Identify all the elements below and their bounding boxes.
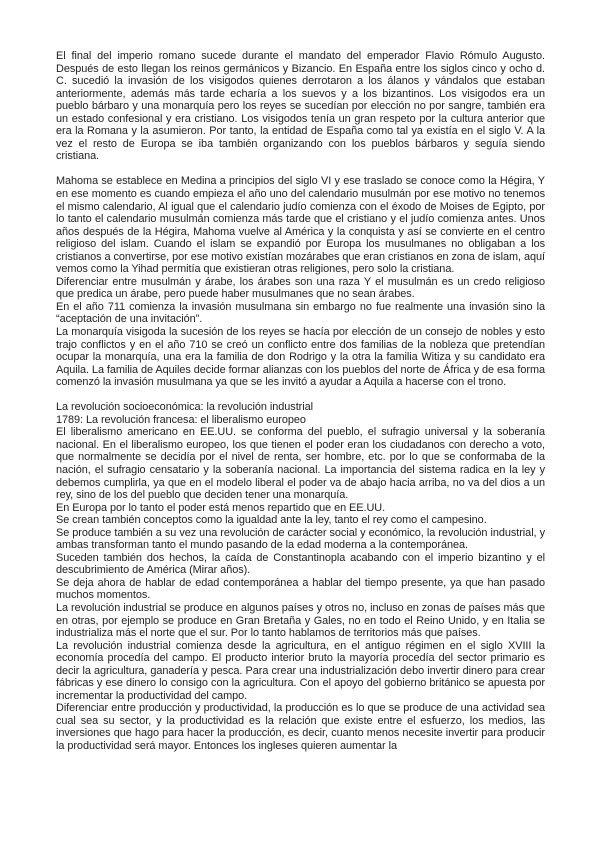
paragraph-spacer [56,389,545,402]
paragraph-spacer [56,163,545,176]
paragraph-tiempo-presente: Se deja ahora de hablar de edad contemporánea a hablar del tiempo presente, ya que han pasado muchos momentos. [56,576,545,602]
paragraph-productividad: Diferenciar entre producción y productividad, la producción es lo que se produce de una actividad sea cual sea su sector, y la productividad es la relación que existe entre el esfuerzo, los medios, las inversiones que hago para hacer la producción, es decir, cuanto menos necesite invertir para producir la productividad será mayor. Entonces los ingleses quieren aumentar la [56,702,545,752]
section-subheading: 1789: La revolución francesa: el liberalismo europeo [56,413,306,426]
paragraph-liberalismo: El liberalismo americano en EE.UU. se conforma del pueblo, el sufragio universal y la soberanía nacional. En el liberalismo europeo, los que tienen el poder eran los ciudadanos con derecho a voto, que normalmente se decidía por el nivel de renta, ser hombre, etc. por lo que se conformaba de la nación, el sufragio censatario y la soberanía nacional. La importancia del sistema radica en la ley y debemos cumplirla, ya que en el modelo liberal el poder va de abajo hacia arriba, no va del dios a un rey, sino de los del pueblo que deciden tener una monarquía. [56,426,545,502]
paragraph-monarquia-visigoda: La monarquía visigoda la sucesión de los reyes se hacía por elección de un consejo de nobles y esto trajo conflictos y en el año 710 se creó un conflicto entre dos familias de la nobleza que pretendían ocupar la monarquía, una era la familia de don Rodrigo y la otra la familia Witiza y su candidato era Aquila. La familia de Aquiles decide formar alianzas con los pueblos del norte de África y de esa forma comenzó la invasión musulmana ya que se les invitó a ayudar a Aquila a hacerse con el trono. [56,325,545,389]
paragraph-invasion-711: En el año 711 comienza la invasión musulmana sin embargo no fue realmente una invasión sino la “aceptación de una invitación”. [56,300,545,326]
section-heading: La revolución socioeconómica: la revolución industrial [56,401,314,414]
paragraph-igualdad: Se crean también conceptos como la igualdad ante la ley, tanto el rey como el campesino. [56,514,487,527]
paragraph-revolucion-social: Se produce también a su vez una revolución de carácter social y económico, la revolución industrial, y ambas transforman tanto el mundo pasando de la edad moderna a la contemporánea. [56,526,545,552]
paragraph-mahoma: Mahoma se establece en Medina a principios del siglo VI y ese traslado se conoce como la Hégira, Y en ese momento es cuando empieza el año uno del calendario musulmán por ese motivo no tenemos el mismo calendario, Al igual que el calendario judío comienza con el éxodo de Moises de Egipto, por lo tanto el calendario musulmán comienza más tarde que el cristiano y el judío comienza antes. Unos años después de la Hégira, Mahoma vuelve al América y la conquista y así se convierte en el centro religioso del islam. Cuando el islam se expandió por Europa los musulmanes no obligaban a los cristianos a convertirse, por ese motivo existían mozárabes que eran cristianos en zona de islam, aquí vemos como la Yihad permitía que existieran otras religiones, pero solo la cristiana. [56,175,545,276]
paragraph-agricultura: La revolución industrial comienza desde la agricultura, en el antiguo régimen en el siglo XVIII la economía procedía del campo. El producto interior bruto la mayoría procedía del sector primario es decir la agricultura, ganadería y pesca. Para crear una industrialización debo invertir dinero para crear fábricas y ese dinero lo consigo con la agricultura. Con el apoyo del gobierno británico se apuesta por incrementar la productividad del campo. [56,639,545,702]
paragraph-constantinopla: Suceden también dos hechos, la caída de Constantinopla acabando con el imperio bizantino y el descubrimiento de América (Mirar años). [56,551,545,577]
paragraph-musulman-arabe: Diferenciar entre musulmán y árabe, los árabes son una raza Y el musulmán es un credo religioso que predica un árabe, pero puede haber musulmanes que no sean árabes. [56,275,545,301]
paragraph-territorios: La revolución industrial se produce en algunos países y otros no, incluso en zonas de países más que en otras, por ejemplo se produce en Gran Bretaña y Gales, no en todo el Reino Unido, y en Italia se industrializa más el norte que el sur. Por lo tanto hablamos de territorios más que países. [56,601,545,640]
paragraph-imperio-romano: El final del imperio romano sucede durante el mandato del emperador Flavio Rómulo Augusto. Después de esto llegan los reinos germánicos y Bizancio. En España entre los siglos cinco y ocho d. C. sucedió la invasión de los visigodos quienes derrotaron a los álanos y vándalos que estaban anteriormente, además más tarde echaría a los suevos y a los bizantinos. Los visigodos era un pueblo bárbaro y una monarquía pero los reyes se sucedían por elección no por sangre, también era un estado confesional y era cristiano. Los visigodos tenía un gran respeto por la cultura anterior que era la Romana y la asumieron. Por tanto, la entidad de España como tal ya existía en el siglo V. A la vez el resto de Europa se iba también organizando con los pueblos bárbaros y seguía siendo cristiana. [56,50,545,163]
paragraph-europa-poder: En Europa por lo tanto el poder está menos repartido que en EE.UU. [56,501,386,514]
